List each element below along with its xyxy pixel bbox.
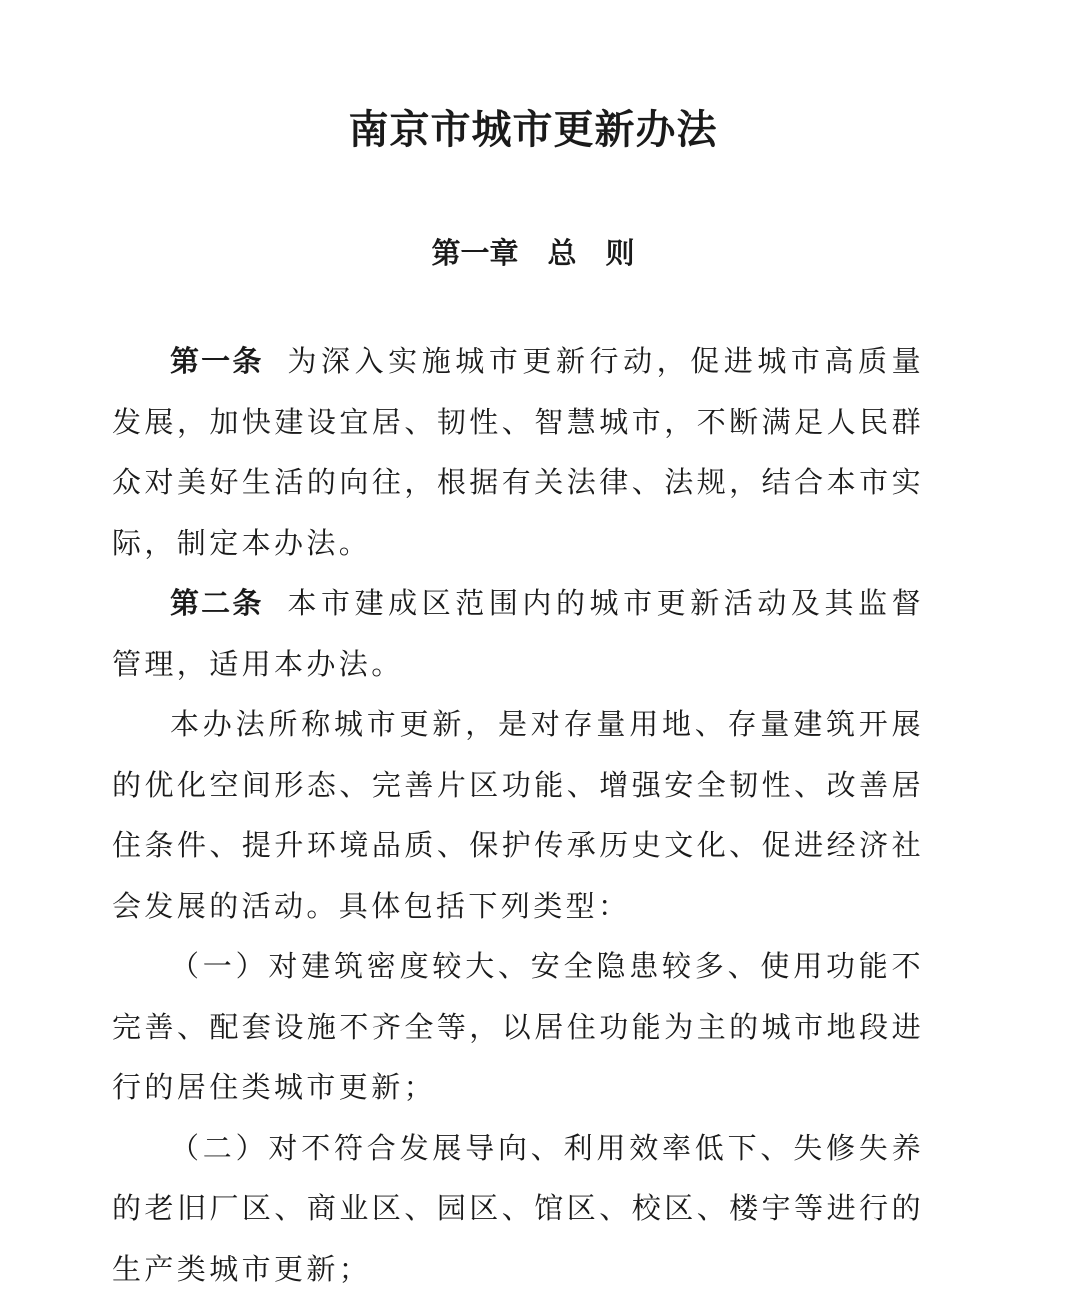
paragraph-text: （二）对不符合发展导向、利用效率低下、失修失养的老旧厂区、商业区、园区、馆区、校区、楼宇等进行的生产类城市更新； (112, 1130, 924, 1286)
article-2-paragraph (112, 573, 924, 694)
article-1-paragraph (112, 331, 924, 573)
item-1-paragraph (112, 936, 924, 1118)
article-text: 为深入实施城市更新行动，促进城市高质量发展，加快建设宜居、韧性、智慧城市，不断满足人民群众对美好生活的向往，根据有关法律、法规，结合本市实际，制定本办法。 (112, 344, 924, 560)
document-title: 南京市城市更新办法 (348, 106, 718, 153)
article-label: 第一条 (170, 344, 264, 378)
article-label: 第二条 (170, 586, 264, 620)
article-2-definition-paragraph (112, 694, 924, 936)
paragraph-text: 本办法所称城市更新，是对存量用地、存量建筑开展的优化空间形态、完善片区功能、增强安全韧性、改善居住条件、提升环境品质、保护传承历史文化、促进经济社会发展的活动。具体包括下列类型： (112, 707, 924, 923)
document-body (112, 331, 924, 1299)
item-2-paragraph (112, 1118, 924, 1300)
article-text: 本市建成区范围内的城市更新活动及其监督管理，适用本办法。 (112, 586, 924, 681)
chapter-heading: 第一章 总 则 (431, 236, 635, 270)
paragraph-text: （一）对建筑密度较大、安全隐患较多、使用功能不完善、配套设施不齐全等，以居住功能为主的城市地段进行的居住类城市更新； (112, 949, 924, 1104)
